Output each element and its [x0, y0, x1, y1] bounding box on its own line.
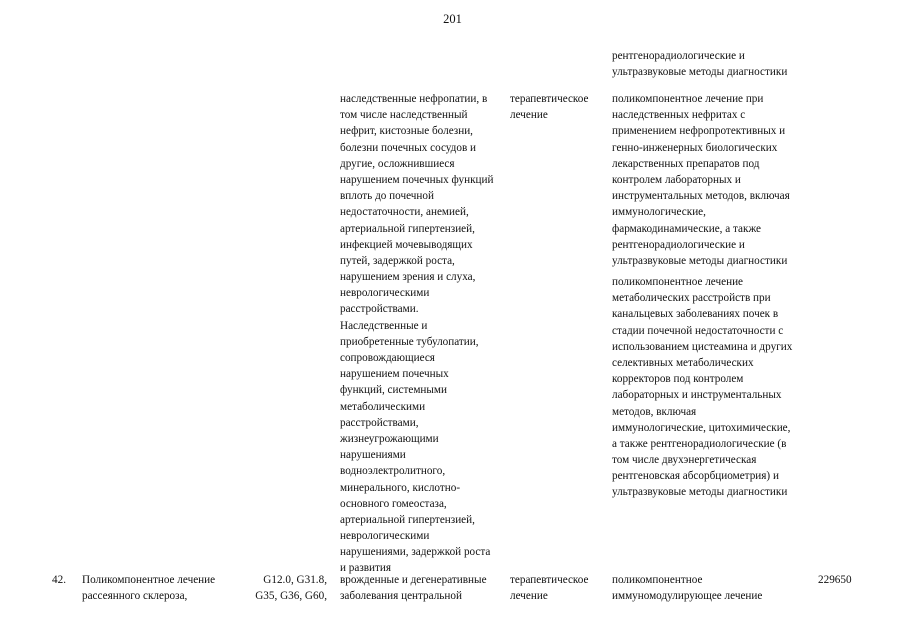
row-42-codes [248, 572, 327, 604]
text-line: стадии почечной недостаточности с [612, 324, 784, 337]
page-number: 201 [443, 12, 462, 26]
text-line: иммуномодулирующее лечение [612, 590, 763, 603]
text-line: приобретенные тубулопатии, [340, 335, 479, 348]
row-42-amount: 229650 [818, 574, 852, 586]
text-line: корректоров под контролем [612, 373, 744, 386]
text-line: рентгенорадиологические и [612, 50, 745, 62]
text-line: неврологическими [340, 287, 430, 300]
text-line: иммунологические, цитохимические, [612, 421, 791, 434]
row-42-number: 42. [52, 574, 66, 586]
text-line: расстройствами. [340, 303, 419, 316]
row-42-name [82, 572, 215, 604]
text-line: лабораторных и инструментальных [612, 389, 782, 402]
cont-row-method-2 [612, 274, 792, 501]
row-42-method [612, 572, 762, 604]
cont-top-method [612, 48, 787, 80]
text-line: лекарственных препаратов под [612, 157, 760, 170]
text-line: лечение [510, 590, 548, 603]
text-line: ультразвуковые методы диагностики [612, 254, 788, 267]
text-line: использованием цистеамина и других [612, 340, 793, 353]
text-line: рентгенорадиологические и [612, 238, 745, 251]
text-line: заболевания центральной [340, 590, 462, 603]
text-line: водноэлектролитного, [340, 465, 446, 478]
text-line: вплоть до почечной [340, 190, 434, 203]
text-line: основного гомеостаза, [340, 497, 447, 510]
text-line: селективных метаболических [612, 356, 754, 369]
text-line: жизнеугрожающими [340, 432, 439, 445]
text-line: иммунологические, [612, 206, 706, 219]
text-line: нарушением почечных [340, 368, 449, 381]
text-line: метаболических расстройств при [612, 292, 771, 305]
text-line: поликомпонентное [612, 574, 703, 586]
text-line: рентгеновская абсорбциометрия) и [612, 470, 779, 483]
text-line: терапевтическое [510, 574, 589, 586]
text-line: врожденные и дегенеративные [340, 574, 487, 586]
text-line: канальцевых заболеваниях почек в [612, 308, 779, 321]
row-42-model [340, 572, 487, 604]
text-line: недостаточности, анемией, [340, 206, 469, 219]
text-line: болезни почечных сосудов и [340, 141, 477, 154]
text-line: генно-инженерных биологических [612, 141, 778, 154]
text-line: G12.0, G31.8, [263, 574, 327, 586]
text-line: метаболическими [340, 400, 426, 413]
text-line: Наследственные и [340, 319, 428, 332]
text-line: ультразвуковые методы диагностики [612, 66, 788, 79]
text-line: нефрит, кистозные болезни, [340, 125, 473, 138]
text-line: артериальной гипертензией, [340, 222, 475, 235]
text-line: инфекцией мочевыводящих [340, 238, 473, 251]
text-line: том числе двухэнергетическая [612, 454, 757, 467]
text-line: минерального, кислотно- [340, 481, 461, 494]
cont-row-method-1 [612, 91, 790, 269]
text-line: расстройствами, [340, 416, 419, 429]
row-42-treatment [510, 572, 589, 604]
text-line: том числе наследственный [340, 109, 468, 122]
text-line: лечение [510, 109, 548, 122]
text-line: неврологическими [340, 530, 430, 543]
text-line: поликомпонентное лечение [612, 276, 744, 288]
text-line: а также рентгенорадиологические (в [612, 437, 787, 450]
text-line: нарушениями, задержкой роста [340, 546, 491, 559]
text-line: сопровождающиеся [340, 352, 435, 364]
text-line: путей, задержкой роста, [340, 254, 455, 267]
text-line: нарушением зрения и слуха, [340, 271, 476, 284]
text-line: наследственных нефритах с [612, 109, 746, 122]
text-line: функций, системными [340, 384, 447, 397]
text-line: контролем лабораторных и [612, 173, 741, 186]
text-line: и развития [340, 562, 392, 575]
text-line: Поликомпонентное лечение [82, 574, 216, 586]
text-line: применением нефропротективных и [612, 125, 786, 138]
cont-row-model [340, 91, 493, 577]
text-line: G35, G36, G60, [255, 590, 327, 603]
text-line: нарушением почечных функций [340, 173, 494, 186]
text-line: рассеянного склероза, [82, 590, 188, 603]
text-line: фармакодинамические, а также [612, 222, 761, 235]
text-line: ультразвуковые методы диагностики [612, 486, 788, 499]
text-line: артериальной гипертензией, [340, 513, 475, 526]
text-line: поликомпонентное лечение при [612, 93, 764, 105]
text-line: нарушениями [340, 449, 406, 462]
text-line: другие, осложнившиеся [340, 157, 455, 170]
text-line: терапевтическое [510, 93, 589, 105]
text-line: методов, включая [612, 405, 697, 418]
text-line: наследственные нефропатии, в [340, 93, 488, 105]
text-line: инструментальных методов, включая [612, 190, 790, 203]
cont-row-treatment [510, 91, 589, 123]
